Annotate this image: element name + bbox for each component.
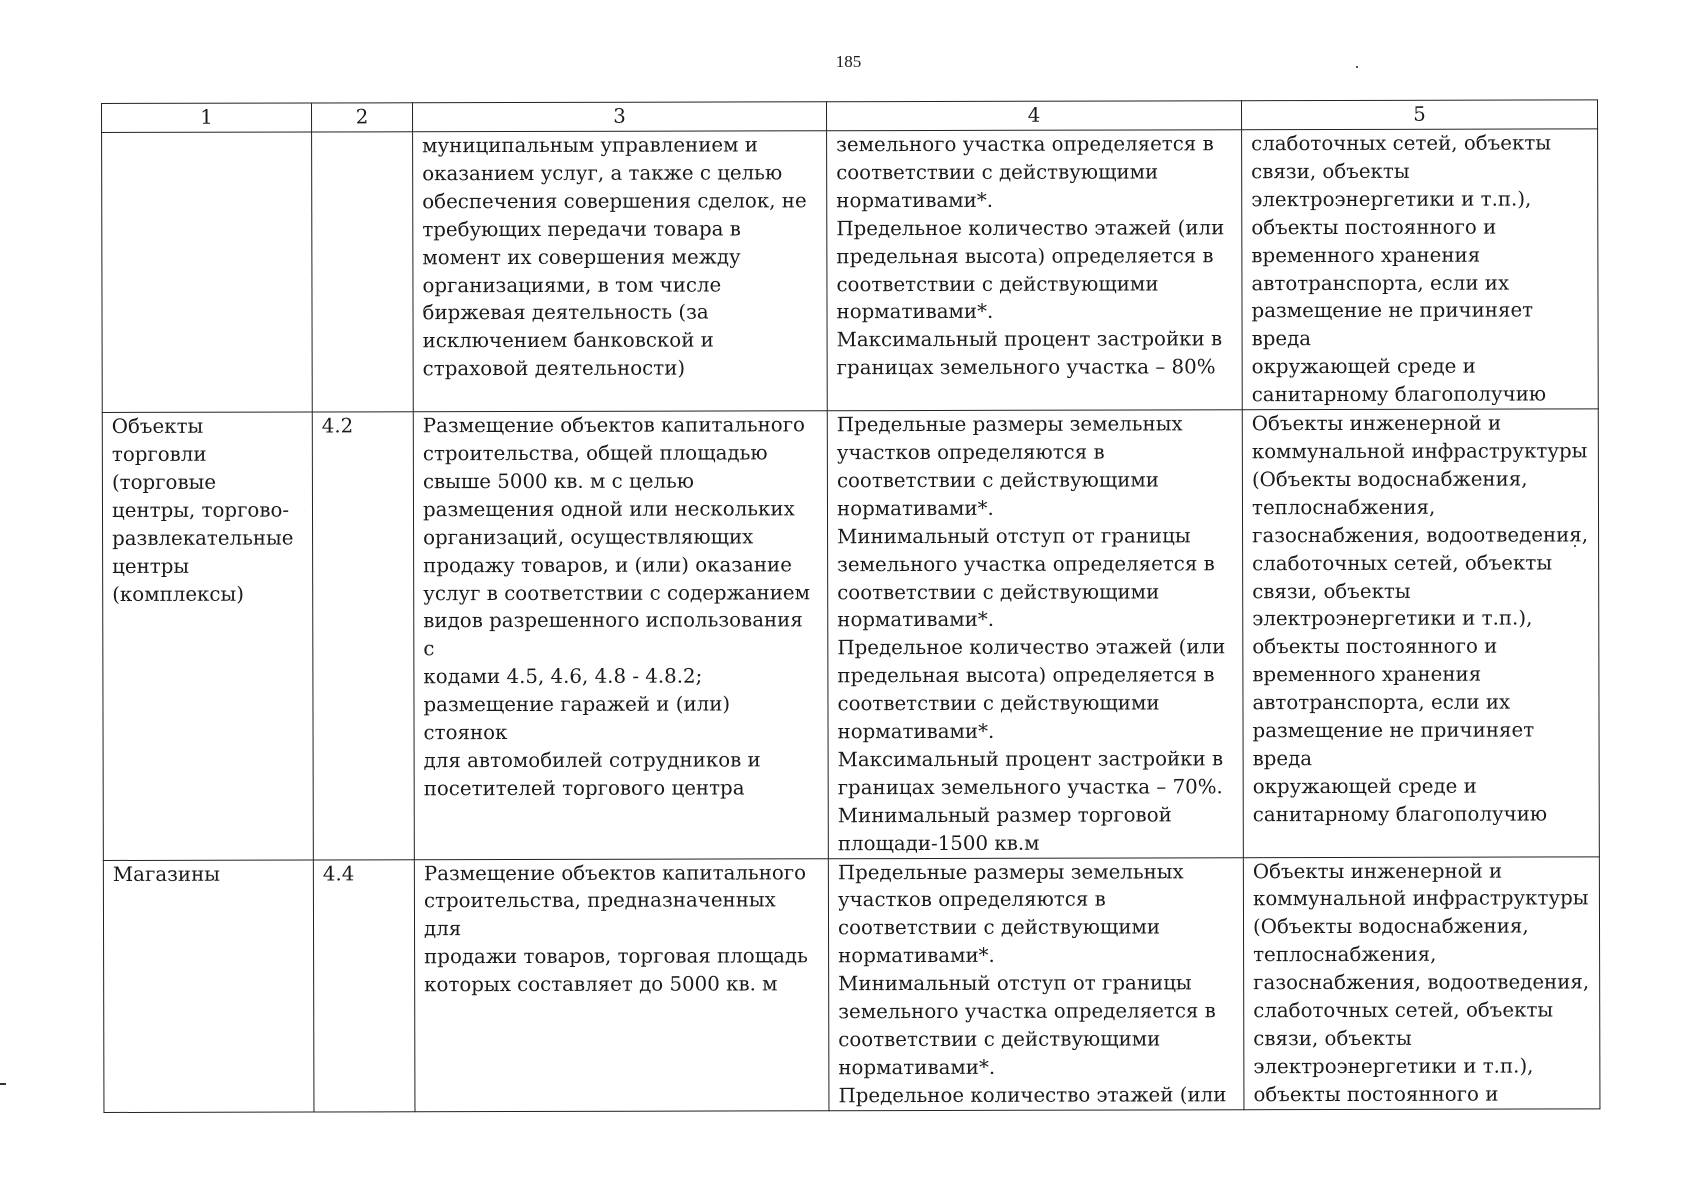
column-number-1: 1 <box>102 103 312 133</box>
use-description-cell: муниципальным управлением и оказанием услуг, а также с целью обеспечения совершения сделок, не требующих передачи товара в момент их совершения между организациями, в том числе биржевая деятельность (за исключением банковской и страховой деятельности) <box>413 131 828 412</box>
use-code-cell: 4.2 <box>312 412 414 860</box>
column-number-5: 5 <box>1241 100 1597 130</box>
table-row <box>103 856 1600 1112</box>
table-row <box>102 409 1599 860</box>
use-name-cell <box>102 132 313 413</box>
column-number-4: 4 <box>826 101 1241 131</box>
auxiliary-uses-cell: Объекты инженерной и коммунальной инфраструктуры (Объекты водоснабжения, теплоснабжения, газоснабжения, водоотведения, слаботочных сетей, объекты связи, объекты электроэнергетики и т.п.), объекты постоянного и временного хранения автотранспорта, если их размещение не причиняет вреда окружающей среде и санитарному благополучию <box>1242 409 1599 857</box>
parameters-cell: Предельные размеры земельных участков определяются в соответствии с действующими нормативами*. Минимальный отступ от границы земельного участка определяется в соответствии с действующими нормативами*. Предельное количество этажей (или <box>828 857 1244 1110</box>
scan-edge-mark <box>0 1083 6 1085</box>
column-number-2: 2 <box>312 103 413 132</box>
use-name-cell: Объекты торговли (торговые центры, торгово- развлекательные центры (комплексы) <box>102 412 313 860</box>
parameters-cell: Предельные размеры земельных участков определяются в соответствии с действующими нормативами*. Минимальный отступ от границы земельного участка определяется в соответствии с действующими нормативами*. Предельное количество этажей (или предельная высота) определяется в соответствии с действующими нормативами*. Максимальный процент застройки в границах земельного участка – 70%. Минимальный размер торговой площади-1500 кв.м <box>827 410 1243 859</box>
use-description-cell: Размещение объектов капитального строительства, предназначенных для продажи товаров, торговая площадь которых составляет до 5000 кв. м <box>414 858 829 1111</box>
auxiliary-uses-cell: Объекты инженерной и коммунальной инфраструктуры (Объекты водоснабжения, теплоснабжения, газоснабжения, водоотведения, слаботочных сетей, объекты связи, объекты электроэнергетики и т.п.), объекты постоянного и <box>1243 856 1600 1109</box>
use-description-cell: Размещение объектов капитального строительства, общей площадью свыше 5000 кв. м с целью размещения одной или нескольких организаций, осуществляющих продажу товаров, и (или) оказание услуг в соответствии с содержанием видов разрешенного использования с кодами 4.5, 4.6, 4.8 - 4.8.2; размещение гаражей и (или) стоянок для автомобилей сотрудников и посетителей торгового центра <box>413 411 828 860</box>
use-code-cell <box>312 132 414 412</box>
use-name-cell: Магазины <box>103 860 314 1113</box>
auxiliary-uses-cell: слаботочных сетей, объекты связи, объекты электроэнергетики и т.п.), объекты постоянного и временного хранения автотранспорта, если их размещение не причиняет вреда окружающей среде и санитарному благополучию <box>1242 129 1599 410</box>
table-header-row <box>102 100 1598 133</box>
use-code-cell: 4.4 <box>313 859 415 1111</box>
parameters-cell: земельного участка определяется в соответствии с действующими нормативами*. Предельное количество этажей (или предельная высота) определяется в соответствии с действующими нормативами*. Максимальный процент застройки в границах земельного участка – 80% <box>827 130 1243 411</box>
land-use-table <box>101 99 1600 1112</box>
scan-speck <box>1356 66 1358 68</box>
column-number-3: 3 <box>413 102 827 132</box>
page-number: 185 <box>835 52 862 71</box>
table-row <box>102 129 1599 413</box>
